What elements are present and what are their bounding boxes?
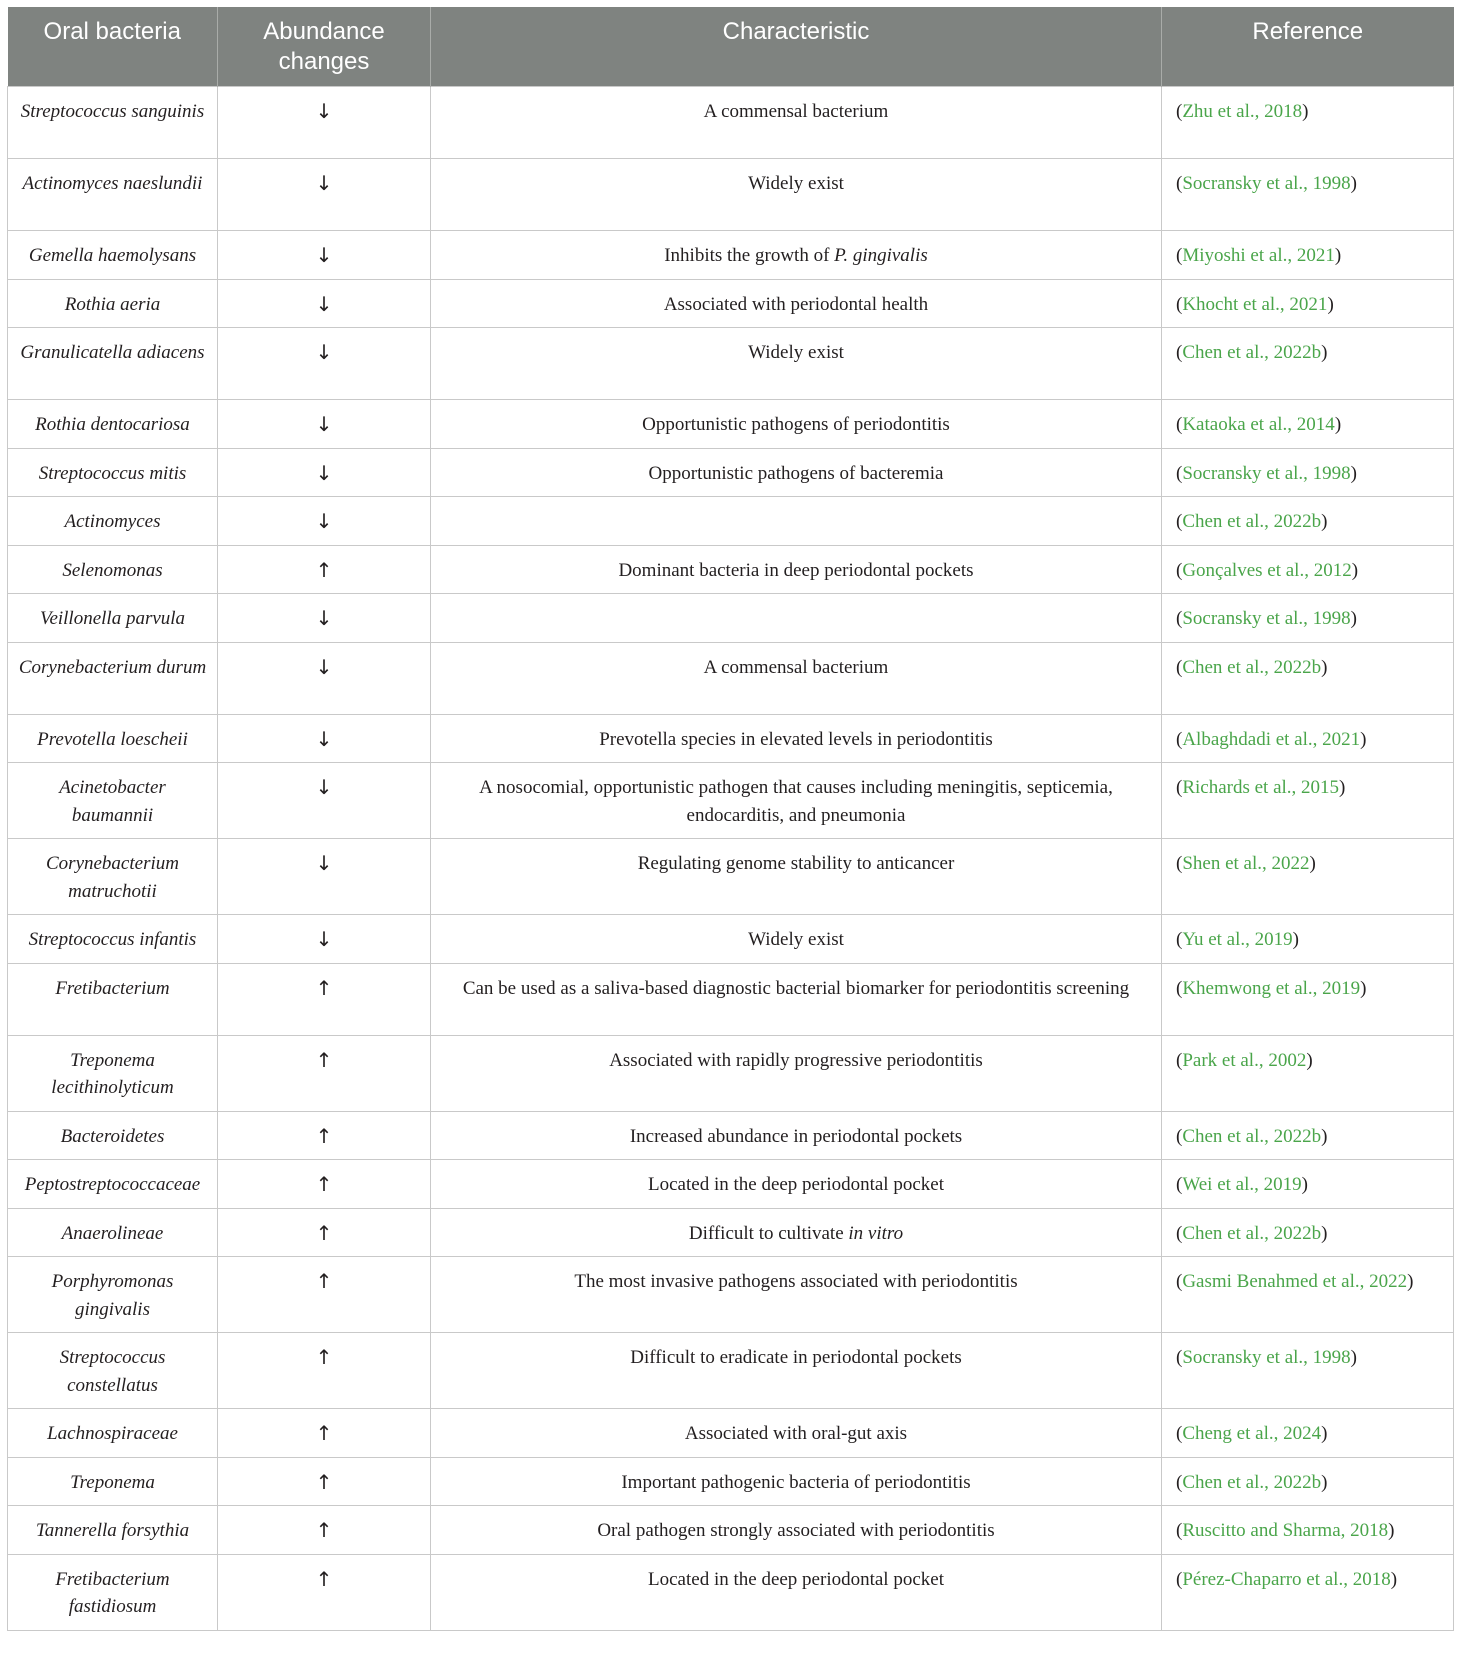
characteristic-text: The most invasive pathogens associated with periodontitis — [574, 1271, 1018, 1292]
cell-abundance-arrow: ↑ — [218, 545, 431, 594]
reference-close-paren: ) — [1309, 853, 1316, 874]
cell-oral-bacteria: Gemella haemolysans — [8, 231, 218, 280]
cell-characteristic — [431, 915, 1162, 964]
cell-characteristic — [431, 839, 1162, 915]
characteristic-text: Inhibits the growth of — [664, 245, 835, 266]
cell-reference — [1162, 915, 1454, 964]
reference-close-paren: ) — [1321, 1423, 1328, 1444]
reference-open-paren: ( — [1176, 511, 1183, 532]
table-row — [8, 763, 1454, 839]
cell-reference — [1162, 1035, 1454, 1111]
reference-link[interactable]: Ruscitto and Sharma, 2018 — [1182, 1520, 1389, 1541]
reference-link[interactable]: Gonçalves et al., 2012 — [1182, 559, 1352, 581]
reference-open-paren: ( — [1176, 608, 1183, 629]
table-row — [8, 328, 1454, 400]
cell-reference — [1162, 1257, 1454, 1333]
reference-open-paren: ( — [1176, 1471, 1183, 1493]
cell-characteristic — [431, 1035, 1162, 1111]
cell-reference — [1162, 594, 1454, 643]
reference-open-paren: ( — [1176, 929, 1183, 950]
cell-reference — [1162, 87, 1454, 159]
cell-abundance-arrow: ↓ — [218, 279, 431, 328]
characteristic-text: Opportunistic pathogens of periodontitis — [642, 414, 950, 435]
reference-open-paren: ( — [1176, 462, 1183, 484]
reference-close-paren: ) — [1321, 1125, 1328, 1147]
cell-reference — [1162, 763, 1454, 839]
cell-reference — [1162, 1208, 1454, 1257]
cell-abundance-arrow: ↓ — [218, 448, 431, 497]
characteristic-text: A nosocomial, opportunistic pathogen that causes including meningitis, septicemia, endocarditis, and pneumonia — [479, 777, 1113, 826]
table-row — [8, 400, 1454, 449]
cell-oral-bacteria: Actinomyces — [8, 497, 218, 546]
cell-reference — [1162, 1506, 1454, 1555]
cell-abundance-arrow: ↓ — [218, 642, 431, 714]
characteristic-text: Oral pathogen strongly associated with periodontitis — [597, 1520, 995, 1541]
cell-reference — [1162, 400, 1454, 449]
reference-close-paren: ) — [1351, 559, 1359, 581]
table-row — [8, 1111, 1454, 1160]
characteristic-text: Important pathogenic bacteria of periodontitis — [621, 1471, 971, 1493]
cell-reference — [1162, 231, 1454, 280]
header-row — [8, 7, 1454, 87]
reference-open-paren: ( — [1176, 728, 1183, 750]
cell-abundance-arrow: ↓ — [218, 714, 431, 763]
cell-abundance-arrow: ↑ — [218, 963, 431, 1035]
cell-characteristic — [431, 400, 1162, 449]
cell-characteristic — [431, 159, 1162, 231]
reference-link[interactable]: Chen et al., 2022b — [1182, 511, 1322, 532]
cell-oral-bacteria: Streptococcus mitis — [8, 448, 218, 497]
characteristic-text: Prevotella species in elevated levels in periodontitis — [599, 728, 993, 750]
table-body — [8, 87, 1454, 1631]
table-row — [8, 448, 1454, 497]
reference-open-paren: ( — [1176, 414, 1183, 435]
cell-abundance-arrow: ↓ — [218, 594, 431, 643]
table-row — [8, 594, 1454, 643]
reference-open-paren: ( — [1176, 1049, 1183, 1071]
characteristic-text: Widely exist — [748, 342, 844, 363]
reference-open-paren: ( — [1176, 977, 1183, 999]
characteristic-text: Dominant bacteria in deep periodontal pockets — [618, 559, 974, 581]
reference-open-paren: ( — [1176, 1423, 1183, 1444]
table-row — [8, 1035, 1454, 1111]
cell-reference — [1162, 448, 1454, 497]
reference-open-paren: ( — [1176, 245, 1183, 266]
reference-close-paren: ) — [1360, 728, 1367, 750]
cell-oral-bacteria: Selenomonas — [8, 545, 218, 594]
table-row — [8, 159, 1454, 231]
reference-link[interactable]: Yu et al., 2019 — [1182, 929, 1293, 950]
characteristic-text: Difficult to cultivate — [688, 1222, 849, 1244]
cell-characteristic — [431, 642, 1162, 714]
reference-link[interactable]: Shen et al., 2022 — [1182, 853, 1310, 874]
header-reference: Reference — [1162, 7, 1454, 87]
reference-link[interactable]: Kataoka et al., 2014 — [1182, 414, 1335, 435]
cell-characteristic — [431, 594, 1162, 643]
cell-reference — [1162, 328, 1454, 400]
reference-close-paren: ) — [1407, 1271, 1414, 1292]
cell-oral-bacteria: Actinomyces naeslundii — [8, 159, 218, 231]
cell-characteristic — [431, 763, 1162, 839]
reference-link[interactable]: Cheng et al., 2024 — [1182, 1423, 1322, 1444]
reference-link[interactable]: Socransky et al., 1998 — [1182, 1347, 1351, 1368]
cell-characteristic — [431, 1111, 1162, 1160]
reference-open-paren: ( — [1176, 1520, 1183, 1541]
cell-characteristic — [431, 231, 1162, 280]
cell-reference — [1162, 1409, 1454, 1458]
reference-close-paren: ) — [1327, 293, 1334, 315]
cell-abundance-arrow: ↑ — [218, 1409, 431, 1458]
cell-abundance-arrow: ↑ — [218, 1111, 431, 1160]
reference-open-paren: ( — [1176, 1222, 1183, 1244]
reference-close-paren: ) — [1350, 173, 1357, 194]
cell-reference — [1162, 1554, 1454, 1630]
cell-oral-bacteria: Acinetobacter baumannii — [8, 763, 218, 839]
cell-characteristic — [431, 448, 1162, 497]
table-row — [8, 1457, 1454, 1506]
characteristic-text: Opportunistic pathogens of bacteremia — [648, 462, 944, 484]
cell-reference — [1162, 642, 1454, 714]
cell-abundance-arrow: ↑ — [218, 1506, 431, 1555]
reference-link[interactable]: Khocht et al., 2021 — [1182, 293, 1328, 315]
table-row — [8, 963, 1454, 1035]
characteristic-text: Widely exist — [748, 173, 844, 194]
characteristic-text: Can be used as a saliva-based diagnostic bacterial biomarker for periodontitis screening — [462, 977, 1130, 999]
reference-close-paren: ) — [1321, 342, 1328, 363]
characteristic-text: Regulating genome stability to anticancer — [637, 853, 955, 874]
cell-abundance-arrow: ↑ — [218, 1257, 431, 1333]
reference-open-paren: ( — [1176, 853, 1183, 874]
cell-oral-bacteria: Veillonella parvula — [8, 594, 218, 643]
cell-oral-bacteria: Lachnospiraceae — [8, 1409, 218, 1458]
reference-open-paren: ( — [1176, 656, 1183, 678]
table-row — [8, 1554, 1454, 1630]
cell-characteristic — [431, 279, 1162, 328]
characteristic-italic-text: P. gingivalis — [834, 245, 928, 266]
reference-link[interactable]: Zhu et al., 2018 — [1182, 101, 1303, 122]
table-row — [8, 1160, 1454, 1209]
cell-characteristic — [431, 714, 1162, 763]
cell-abundance-arrow: ↑ — [218, 1208, 431, 1257]
reference-close-paren: ) — [1339, 777, 1346, 798]
cell-characteristic — [431, 1257, 1162, 1333]
characteristic-text: Associated with periodontal health — [663, 293, 929, 315]
reference-close-paren: ) — [1388, 1520, 1395, 1541]
cell-abundance-arrow: ↓ — [218, 497, 431, 546]
cell-reference — [1162, 839, 1454, 915]
reference-close-paren: ) — [1321, 656, 1328, 678]
characteristic-text: Located in the deep periodontal pocket — [648, 1568, 944, 1590]
reference-close-paren: ) — [1334, 245, 1342, 266]
table-row — [8, 1208, 1454, 1257]
reference-open-paren: ( — [1176, 1347, 1183, 1368]
table-row — [8, 1409, 1454, 1458]
cell-abundance-arrow: ↓ — [218, 231, 431, 280]
reference-link[interactable]: Wei et al., 2019 — [1182, 1174, 1302, 1195]
cell-reference — [1162, 545, 1454, 594]
characteristic-italic-text: in vitro — [848, 1222, 904, 1244]
cell-reference — [1162, 714, 1454, 763]
cell-oral-bacteria: Treponema — [8, 1457, 218, 1506]
reference-link[interactable]: Khemwong et al., 2019 — [1182, 977, 1361, 999]
characteristic-text: A commensal bacterium — [703, 101, 889, 122]
reference-open-paren: ( — [1176, 173, 1183, 194]
reference-link[interactable]: Park et al., 2002 — [1182, 1049, 1307, 1071]
cell-oral-bacteria: Anaerolineae — [8, 1208, 218, 1257]
cell-reference — [1162, 1457, 1454, 1506]
reference-link[interactable]: Richards et al., 2015 — [1182, 777, 1340, 798]
cell-reference — [1162, 963, 1454, 1035]
cell-characteristic — [431, 1333, 1162, 1409]
reference-link[interactable]: Chen et al., 2022b — [1182, 1222, 1322, 1244]
reference-close-paren: ) — [1390, 1568, 1398, 1590]
table-header — [8, 7, 1454, 87]
cell-abundance-arrow: ↓ — [218, 328, 431, 400]
reference-open-paren: ( — [1176, 101, 1183, 122]
reference-link[interactable]: Chen et al., 2022b — [1182, 656, 1322, 678]
cell-reference — [1162, 159, 1454, 231]
characteristic-text: Difficult to eradicate in periodontal pockets — [630, 1347, 962, 1368]
reference-close-paren: ) — [1350, 608, 1357, 629]
reference-close-paren: ) — [1321, 511, 1328, 532]
cell-abundance-arrow: ↑ — [218, 1035, 431, 1111]
header-characteristic: Characteristic — [431, 7, 1162, 87]
reference-link[interactable]: Albaghdadi et al., 2021 — [1182, 728, 1361, 750]
cell-abundance-arrow: ↓ — [218, 839, 431, 915]
characteristic-text: Associated with oral-gut axis — [684, 1423, 908, 1444]
reference-close-paren: ) — [1360, 977, 1367, 999]
cell-oral-bacteria: Corynebacterium matruchotii — [8, 839, 218, 915]
cell-reference — [1162, 279, 1454, 328]
reference-open-paren: ( — [1176, 1125, 1183, 1147]
cell-oral-bacteria: Rothia aeria — [8, 279, 218, 328]
table-row — [8, 87, 1454, 159]
cell-oral-bacteria: Fretibacterium fastidiosum — [8, 1554, 218, 1630]
cell-oral-bacteria: Streptococcus infantis — [8, 915, 218, 964]
reference-close-paren: ) — [1321, 1222, 1328, 1244]
cell-characteristic — [431, 1506, 1162, 1555]
cell-oral-bacteria: Porphyromonas gingivalis — [8, 1257, 218, 1333]
reference-open-paren: ( — [1176, 777, 1183, 798]
cell-characteristic — [431, 497, 1162, 546]
reference-open-paren: ( — [1176, 1568, 1183, 1590]
header-abundance-changes: Abundance changes — [218, 7, 431, 87]
cell-abundance-arrow: ↓ — [218, 915, 431, 964]
reference-open-paren: ( — [1176, 1271, 1183, 1292]
cell-abundance-arrow: ↓ — [218, 763, 431, 839]
cell-reference — [1162, 1111, 1454, 1160]
reference-close-paren: ) — [1301, 1174, 1308, 1195]
reference-link[interactable]: Chen et al., 2022b — [1182, 1125, 1322, 1147]
table-row — [8, 915, 1454, 964]
reference-open-paren: ( — [1176, 342, 1183, 363]
cell-oral-bacteria: Bacteroidetes — [8, 1111, 218, 1160]
cell-oral-bacteria: Rothia dentocariosa — [8, 400, 218, 449]
reference-close-paren: ) — [1302, 101, 1309, 122]
cell-characteristic — [431, 1160, 1162, 1209]
reference-close-paren: ) — [1321, 1471, 1328, 1493]
cell-reference — [1162, 497, 1454, 546]
cell-abundance-arrow: ↓ — [218, 159, 431, 231]
oral-bacteria-table — [7, 7, 1454, 1631]
cell-abundance-arrow: ↑ — [218, 1160, 431, 1209]
reference-close-paren: ) — [1350, 1347, 1357, 1368]
reference-open-paren: ( — [1176, 1174, 1183, 1195]
reference-link[interactable]: Chen et al., 2022b — [1182, 342, 1322, 363]
cell-characteristic — [431, 545, 1162, 594]
cell-characteristic — [431, 963, 1162, 1035]
cell-oral-bacteria: Granulicatella adiacens — [8, 328, 218, 400]
table-row — [8, 545, 1454, 594]
reference-open-paren: ( — [1176, 559, 1183, 581]
table-row — [8, 231, 1454, 280]
cell-abundance-arrow: ↓ — [218, 87, 431, 159]
header-oral-bacteria: Oral bacteria — [8, 7, 218, 87]
reference-link[interactable]: Socransky et al., 1998 — [1182, 173, 1351, 194]
reference-link[interactable]: Gasmi Benahmed et al., 2022 — [1182, 1271, 1408, 1292]
characteristic-text: Associated with rapidly progressive periodontitis — [609, 1049, 983, 1071]
cell-characteristic — [431, 1457, 1162, 1506]
characteristic-text: A commensal bacterium — [703, 656, 889, 678]
cell-oral-bacteria: Peptostreptococcaceae — [8, 1160, 218, 1209]
table-row — [8, 497, 1454, 546]
cell-oral-bacteria: Streptococcus constellatus — [8, 1333, 218, 1409]
cell-characteristic — [431, 87, 1162, 159]
cell-oral-bacteria: Prevotella loescheii — [8, 714, 218, 763]
reference-open-paren: ( — [1176, 293, 1183, 315]
table-row — [8, 839, 1454, 915]
cell-characteristic — [431, 1208, 1162, 1257]
reference-link[interactable]: Socransky et al., 1998 — [1182, 462, 1351, 484]
cell-abundance-arrow: ↓ — [218, 400, 431, 449]
reference-link[interactable]: Pérez-Chaparro et al., 2018 — [1182, 1568, 1391, 1590]
table-row — [8, 1257, 1454, 1333]
characteristic-text: Located in the deep periodontal pocket — [648, 1174, 944, 1195]
reference-link[interactable]: Miyoshi et al., 2021 — [1182, 245, 1335, 266]
cell-oral-bacteria: Treponema lecithinolyticum — [8, 1035, 218, 1111]
table-row — [8, 1333, 1454, 1409]
characteristic-text: Widely exist — [748, 929, 844, 950]
characteristic-text: Increased abundance in periodontal pockets — [629, 1125, 963, 1147]
cell-oral-bacteria: Streptococcus sanguinis — [8, 87, 218, 159]
reference-close-paren: ) — [1306, 1049, 1313, 1071]
table-row — [8, 279, 1454, 328]
cell-abundance-arrow: ↑ — [218, 1333, 431, 1409]
bacteria-table-container — [7, 7, 1453, 1631]
reference-close-paren: ) — [1334, 414, 1342, 435]
cell-abundance-arrow: ↑ — [218, 1457, 431, 1506]
cell-characteristic — [431, 1554, 1162, 1630]
cell-oral-bacteria: Corynebacterium durum — [8, 642, 218, 714]
reference-close-paren: ) — [1350, 462, 1357, 484]
reference-link[interactable]: Socransky et al., 1998 — [1182, 608, 1351, 629]
table-row — [8, 642, 1454, 714]
cell-reference — [1162, 1160, 1454, 1209]
reference-link[interactable]: Chen et al., 2022b — [1182, 1471, 1322, 1493]
cell-characteristic — [431, 1409, 1162, 1458]
cell-abundance-arrow: ↑ — [218, 1554, 431, 1630]
cell-oral-bacteria: Tannerella forsythia — [8, 1506, 218, 1555]
cell-oral-bacteria: Fretibacterium — [8, 963, 218, 1035]
table-row — [8, 1506, 1454, 1555]
reference-close-paren: ) — [1292, 929, 1299, 950]
cell-reference — [1162, 1333, 1454, 1409]
table-row — [8, 714, 1454, 763]
cell-characteristic — [431, 328, 1162, 400]
